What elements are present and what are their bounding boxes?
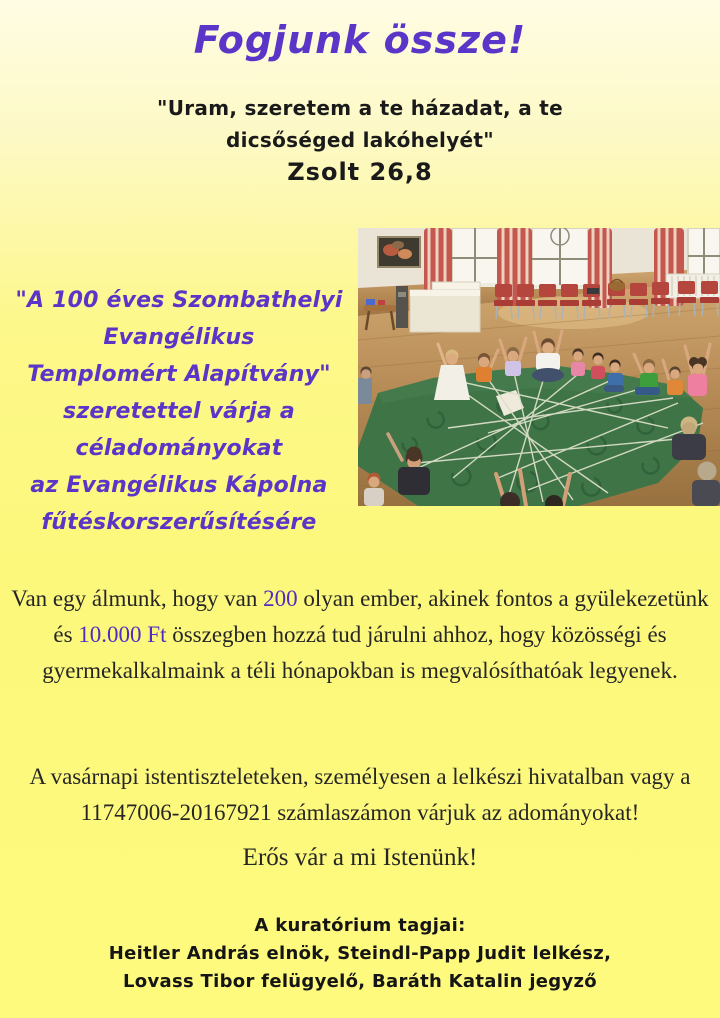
- foundation-line: "A 100 éves Szombathelyi Evangélikus: [15, 288, 343, 350]
- wall-painting: [378, 237, 420, 267]
- motto: Erős vár a mi Istenünk!: [242, 844, 478, 871]
- foundation-text: [0, 282, 358, 541]
- board-heading: A kuratórium tagjai:: [254, 915, 466, 936]
- speaker: [396, 286, 408, 328]
- bible-quote: [0, 92, 720, 188]
- quote-reference: Zsolt 26,8: [287, 158, 433, 186]
- foundation-line: szeretettel várja a céladományokat: [63, 399, 295, 461]
- paragraph-dream: [2, 581, 718, 689]
- p1-number-people: 200: [263, 586, 298, 611]
- p1-text: olyan ember, akinek fontos a gyülekezetünk és: [53, 586, 709, 647]
- p1-text: Van egy álmunk, hogy van: [11, 586, 264, 611]
- quote-line-2: dicsőséged lakóhelyét": [226, 128, 494, 152]
- event-photo-graphic: [358, 228, 720, 506]
- page-title: Fogjunk össze!: [193, 18, 527, 62]
- counter: [410, 282, 480, 332]
- paragraph-donation-info: A vasárnapi istentiszteleteken, személyesen a lelkészi hivatalban vagy a 11747006-20167921 számlaszámon várjuk az adományokat!: [29, 764, 691, 825]
- window: [450, 228, 500, 287]
- p1-number-amount: 10.000 Ft: [78, 622, 167, 647]
- board-members: [0, 912, 720, 996]
- foundation-line: Templomért Alapítvány": [27, 362, 331, 387]
- bag: [587, 288, 599, 294]
- foundation-line: az Evangélikus Kápolna: [30, 473, 328, 498]
- board-line: Heitler András elnök, Steindl-Papp Judit lelkész,: [108, 943, 612, 964]
- board-line: Lovass Tibor felügyelő, Baráth Katalin jegyző: [123, 971, 597, 992]
- window: [530, 228, 590, 289]
- p1-text: összegben hozzá tud járulni ahhoz, hogy közösségi és gyermekalkalmaink a téli hónapokban is megvalósíthatóak legyenek.: [42, 622, 678, 683]
- foundation-line: fűtéskorszerűsítésére: [41, 510, 317, 535]
- event-photo: [358, 228, 720, 506]
- quote-line-1: "Uram, szeretem a te házadat, a te: [156, 96, 564, 120]
